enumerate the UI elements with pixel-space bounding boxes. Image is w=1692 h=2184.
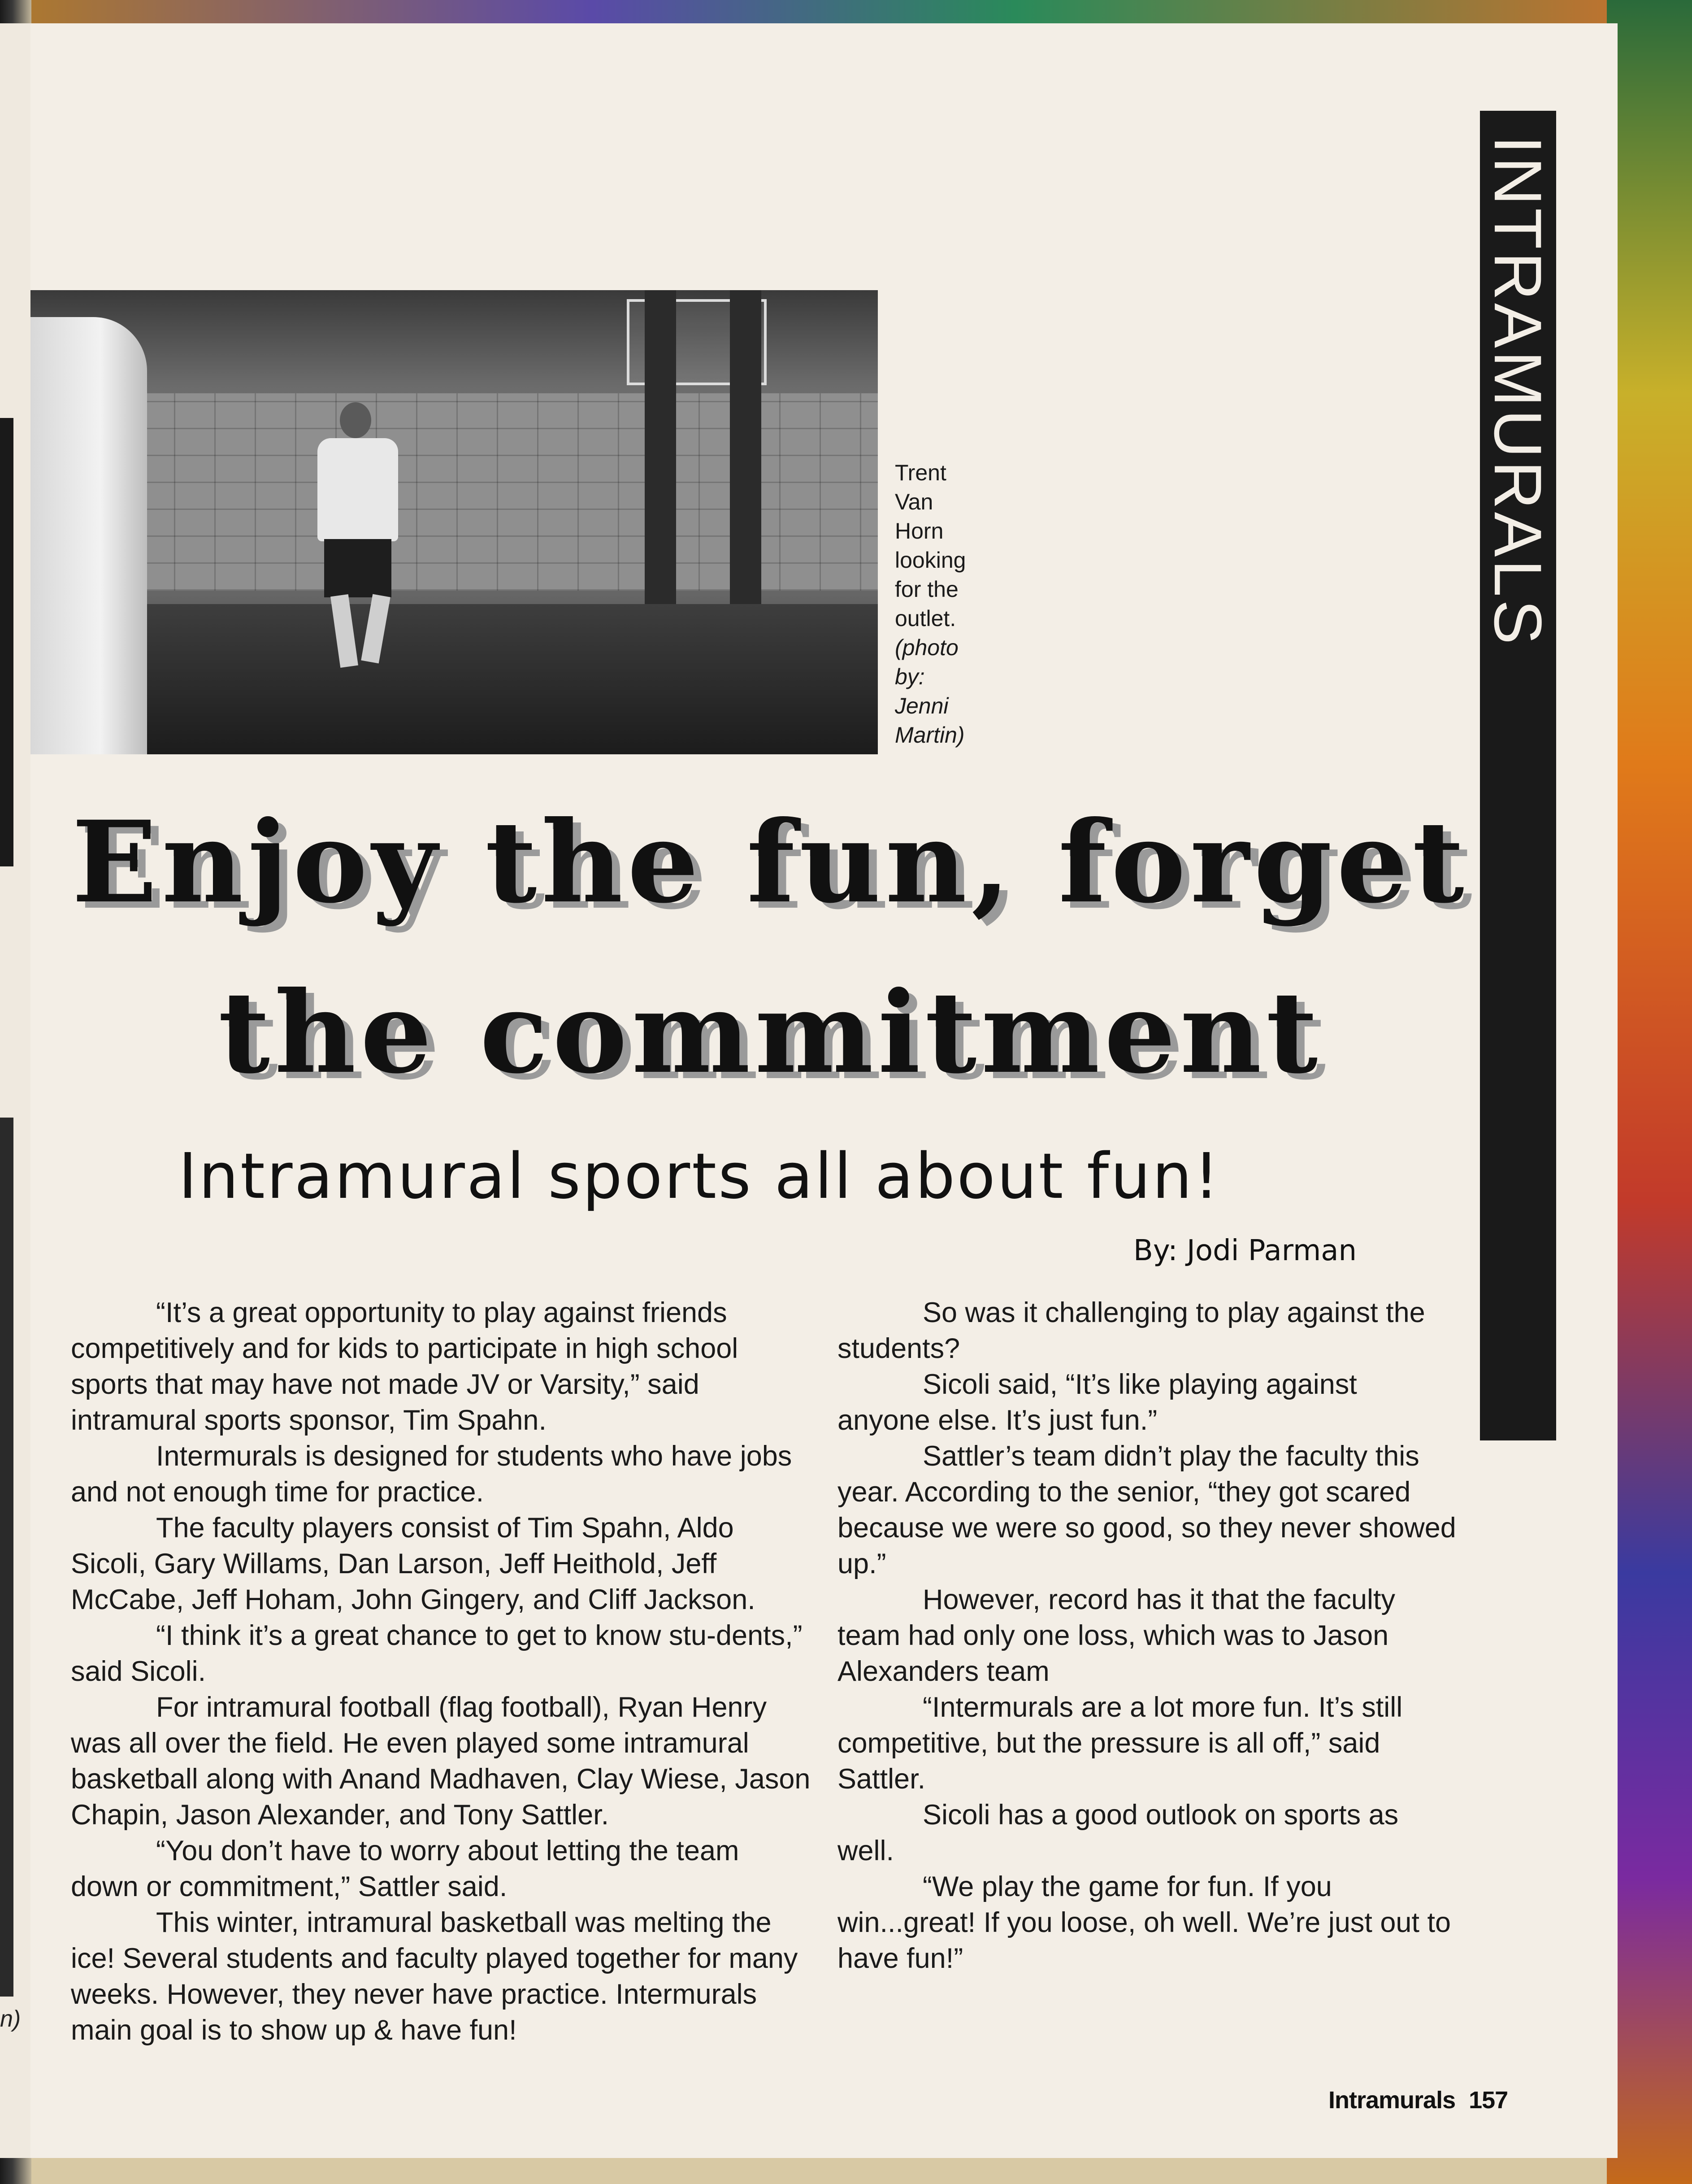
foreground-player [30, 317, 147, 754]
gym-pillar [730, 290, 761, 613]
book-edge-right [1607, 0, 1692, 2184]
caption-line: outlet. [895, 606, 956, 631]
facing-page-photo [0, 418, 13, 866]
article-paragraph: For intramural football (flag football), Ryan Henry was all over the field. He even played some intramural basketball along with Anand Madhaven, Clay Wiese, Jason Chapin, Jason Alexander, and Tony Sattler. [71, 1692, 811, 1831]
article-paragraph: “We play the game for fun. If you win...great! If you loose, oh well. We’re just out to have fun!” [837, 1871, 1451, 1974]
caption-line: Van [895, 489, 933, 514]
photo-credit: by: [895, 664, 925, 689]
photo-caption [895, 458, 985, 750]
section-label: INTRAMURALS [1480, 135, 1556, 647]
photo-credit: Jenni [895, 693, 949, 718]
caption-line: Horn [895, 518, 944, 544]
gym-floor [30, 604, 878, 754]
headline-line: Enjoy the fun, forget [72, 796, 1469, 928]
article-column-left [71, 1295, 811, 2048]
article-paragraph: The faculty players consist of Tim Spahn, Aldo Sicoli, Gary Willams, Dan Larson, Jeff Heithold, Jeff McCabe, Jeff Hoham, John Gingery, and Cliff Jackson. [71, 1512, 755, 1615]
facing-page-caption: n) [0, 2006, 21, 2032]
caption-line: for the [895, 577, 959, 602]
book-edge-top [0, 0, 1692, 27]
headline [71, 777, 1470, 1118]
player-shirt [317, 438, 398, 541]
gym-pillar [645, 290, 676, 613]
article-paragraph: Sicoli said, “It’s like playing against anyone else. It’s just fun.” [837, 1369, 1357, 1436]
article-paragraph: So was it challenging to play against the students? [837, 1297, 1425, 1364]
article-paragraph: Intermurals is designed for students who have jobs and not enough time for practice. [71, 1440, 792, 1508]
article-paragraph: Sicoli has a good outlook on sports as well. [837, 1799, 1399, 1866]
page-number: 157 [1469, 2087, 1508, 2114]
subheadline: Intramural sports all about fun! [178, 1140, 1221, 1213]
headline-line: the commitment [218, 966, 1323, 1098]
article-paragraph: This winter, intramural basketball was melting the ice! Several students and faculty played together for many weeks. However, they never have practice. Intermurals main goal is to show up & have fun! [71, 1907, 798, 2046]
byline: By: Jodi Parman [1133, 1234, 1357, 1267]
photo-credit: (photo [895, 635, 959, 660]
gym-wall [134, 393, 878, 591]
article-paragraph: “Intermurals are a lot more fun. It’s still competitive, but the pressure is all off,” said Sattler. [837, 1692, 1403, 1795]
facing-page-photo [0, 1118, 13, 1997]
article-paragraph: “It’s a great opportunity to play against friends competitively and for kids to participate in high school sports that may have not made JV or Varsity,” said intramural sports sponsor, Tim Spahn. [71, 1297, 738, 1436]
article-paragraph: However, record has it that the faculty team had only one loss, which was to Jason Alexanders team [837, 1584, 1396, 1687]
basketball-photo [30, 290, 878, 754]
facing-page-strip [0, 23, 30, 2158]
article-column-right [837, 1295, 1456, 1976]
photo-credit: Martin) [895, 722, 965, 748]
article-paragraph: “I think it’s a great chance to get to know stu-dents,” said Sicoli. [71, 1620, 803, 1687]
article-paragraph: Sattler’s team didn’t play the faculty this year. According to the senior, “they got scared because we were so good, so they never showed up.” [837, 1440, 1456, 1579]
player-head [340, 402, 371, 438]
article-paragraph: “You don’t have to worry about letting the team down or commitment,” Sattler said. [71, 1835, 739, 1902]
caption-line: looking [895, 548, 966, 573]
player-shorts [324, 539, 391, 597]
caption-line: Trent [895, 460, 946, 485]
footer-section-name: Intramurals [1328, 2087, 1456, 2114]
yearbook-page [30, 23, 1618, 2158]
page-footer [1328, 2086, 1508, 2114]
section-label-wrap [1480, 111, 1556, 671]
section-banner [1480, 111, 1556, 1440]
